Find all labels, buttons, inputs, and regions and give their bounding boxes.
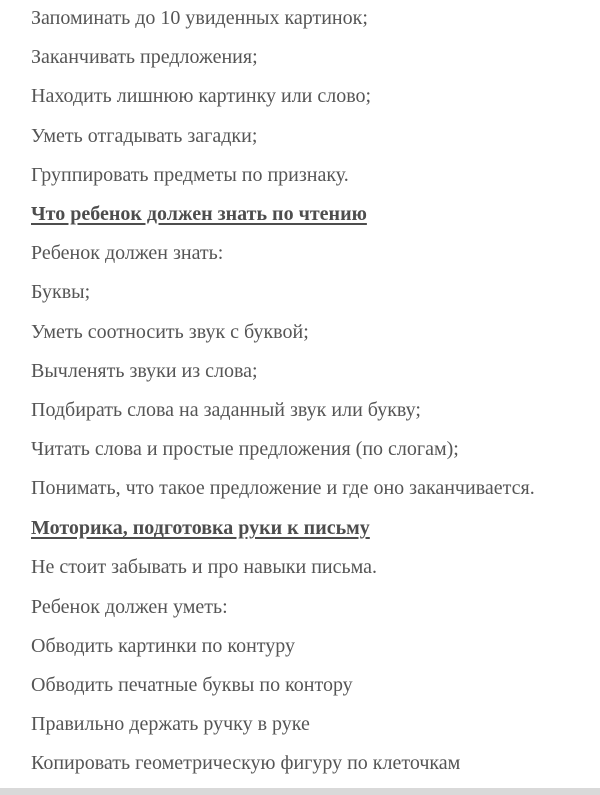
list-item: Уметь соотносить звук с буквой; — [31, 320, 309, 343]
list-item: Обводить печатные буквы по контору — [31, 674, 353, 696]
list-item: Буквы; — [31, 281, 91, 304]
list-item: Вычленять звуки из слова; — [31, 359, 258, 382]
paragraph: Ребенок должен уметь: — [31, 595, 228, 618]
list-item: Заканчивать предложения; — [31, 46, 258, 69]
list-item: Копировать геометрическую фигуру по клеточкам — [31, 752, 461, 775]
list-item: Подбирать слова на заданный звук или букву; — [31, 398, 421, 421]
document-body — [31, 4, 577, 789]
list-item: Читать слова и простые предложения (по слогам); — [31, 438, 459, 461]
bottom-scroll-bar — [0, 788, 600, 795]
paragraph: Ребенок должен знать: — [31, 242, 224, 265]
list-item: Запоминать до 10 увиденных картинок; — [31, 7, 368, 29]
section-heading-motor-skills: Моторика, подготовка руки к письму — [31, 517, 370, 540]
list-item: Понимать, что такое предложение и где оно заканчивается. — [31, 477, 535, 500]
section-heading-reading: Что ребенок должен знать по чтению — [31, 202, 367, 225]
list-item: Уметь отгадывать загадки; — [31, 124, 258, 147]
paragraph: Не стоит забывать и про навыки письма. — [31, 556, 377, 579]
list-item: Находить лишнюю картинку или слово; — [31, 85, 372, 108]
list-item: Обводить картинки по контуру — [31, 634, 296, 657]
list-item: Правильно держать ручку в руке — [31, 713, 310, 736]
list-item: Группировать предметы по признаку. — [31, 163, 349, 186]
